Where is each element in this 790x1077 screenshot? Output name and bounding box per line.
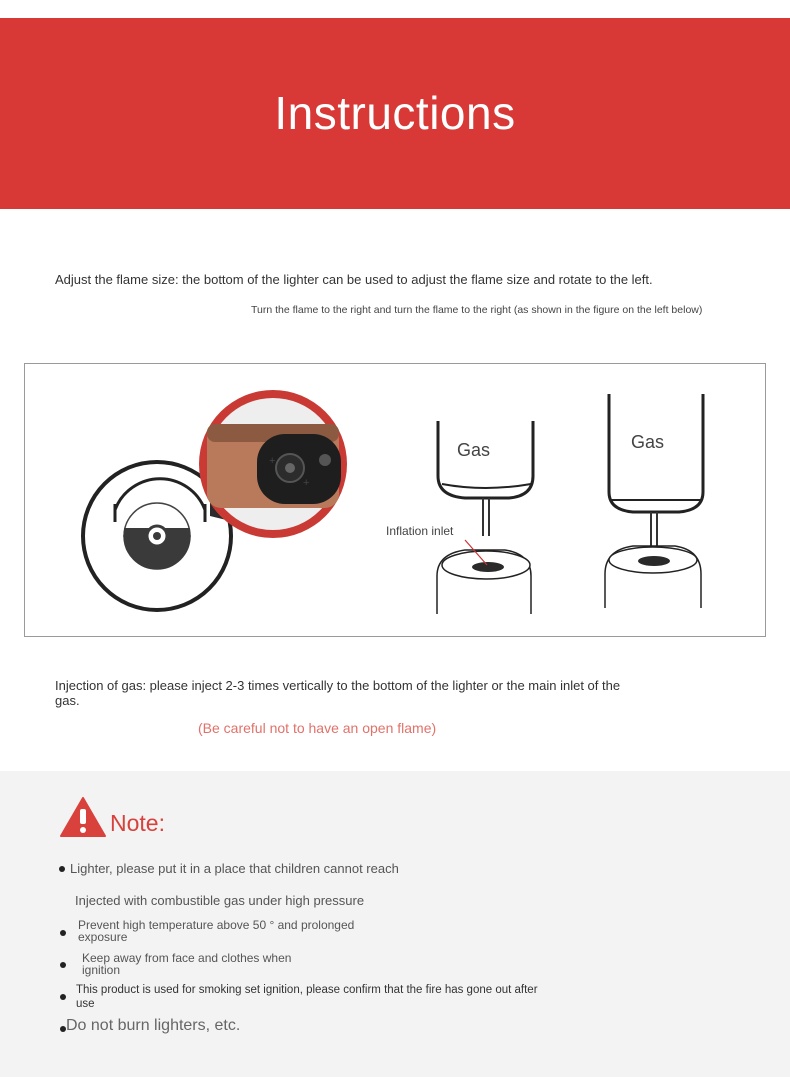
- note-item: Keep away from face and clothes when ignition: [82, 951, 292, 977]
- gas-canister-2: [609, 394, 703, 512]
- flame-adjust-text: Adjust the flame size: the bottom of the lighter can be used to adjust the flame size and rotate to the left.: [55, 272, 653, 287]
- warning-icon: [59, 796, 107, 838]
- gas-injection-illustration-2: [605, 394, 703, 608]
- gas-label-left: Gas: [457, 440, 491, 460]
- open-flame-warning: (Be careful not to have an open flame): [198, 720, 437, 736]
- instruction-figure: [24, 363, 766, 637]
- note-item: Lighter, please put it in a place that children cannot reach: [70, 861, 399, 876]
- svg-text:+: +: [303, 477, 310, 489]
- gas-label-right: Gas: [631, 432, 665, 452]
- svg-text:+: +: [269, 455, 276, 467]
- note-item: Prevent high temperature above 50 ° and prolonged exposure: [78, 918, 355, 944]
- bullet-dot: [59, 866, 65, 872]
- note-item: This product is used for smoking set ignition, please confirm that the fire has gone out after use: [76, 984, 538, 1010]
- flame-direction-text: Turn the flame to the right and turn the flame to the right (as shown in the figure on the left below): [251, 304, 703, 316]
- gas-injection-text: Injection of gas: please inject 2-3 times vertically to the bottom of the lighter or the main inlet of the gas.: [55, 678, 621, 708]
- note-item: Injected with combustible gas under high pressure: [75, 893, 365, 908]
- bullet-dot: [60, 962, 66, 968]
- bullet-dot: [60, 930, 66, 936]
- note-title: Note:: [110, 810, 165, 836]
- inflation-inlet-label: Inflation inlet: [386, 524, 454, 538]
- note-item: Do not burn lighters, etc.: [66, 1017, 241, 1034]
- instruction-illustration: [25, 364, 767, 638]
- page-title: Instructions: [274, 87, 516, 139]
- flame-dial-illustration: [83, 390, 347, 610]
- bullet-dot: [60, 994, 66, 1000]
